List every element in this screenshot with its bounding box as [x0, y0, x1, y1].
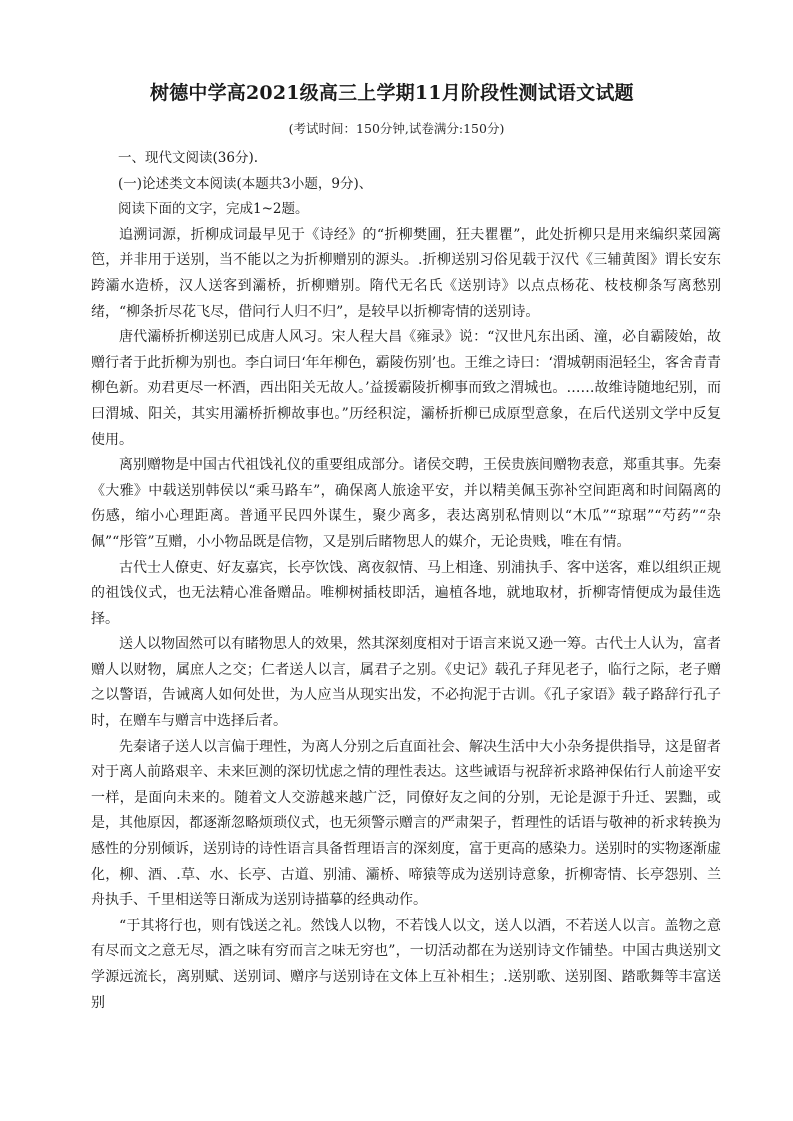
paragraph-4: 古代士人僚吏、好友嘉宾，长亭饮饯、离夜叙情、马上相逢、别浦执手、客中送客，难以组织正规的祖饯仪式，也无法精心准备赠品。唯柳树插枝即活，遍植各地，就地取材，折柳寄情便成为最佳选择。	[91, 559, 721, 627]
reading-instruction: 阅读下面的文字，完成1~2题。	[118, 201, 309, 218]
section-heading: 一、现代文阅读(36分).	[118, 150, 259, 166]
paragraph-3: 离别赠物是中国古代祖饯礼仪的重要组成部分。诸侯交聘，王侯贵族间赠物表意，郑重其事。先秦《大雅》中载送别韩侯以“乘马路车”，确保离人旅途平安，并以精美佩玉弥补空间距离和时间隔离的伤感，缩小心理距离。普通平民四外谋生，聚少离多，表达离别私情则以“木瓜”“琼琚”“芍药”“杂佩”“彤管”互赠，小小物品既是信物，又是别后睹物思人的媒介，无论贵贱，唯在有情。	[91, 457, 721, 550]
subsection-heading: (一)论述类文本阅读(本题共3小题，9分)、	[118, 175, 373, 192]
paragraph-1: 追溯词源，折柳成词最早见于《诗经》的“折柳樊圃，狂夫瞿瞿”，此处折柳只是用来编织菜园篱笆，并非用于送别，当不能以之为折柳赠别的源头。.折柳送别习俗见载于汉代《三辅黄图》谓长安东跨灞水造桥，汉人送客到灞桥，折柳赠别。隋代无名氏《送别诗》以点点杨花、枝枝柳条写离愁别绪，“柳条折尽花飞尽，借问行人归不归”，是较早以折柳寄情的送别诗。	[91, 226, 721, 320]
exam-title: 树德中学高2021级高三上学期11月阶段性测试语文试题	[150, 82, 634, 104]
paragraph-2: 唐代灞桥折柳送别已成唐人风习。宋人程大昌《雍录》说：“汉世凡东出函、潼，必自霸陵始，故赠行者于此折柳为别也。李白词曰‘年年柳色，霸陵伤别’也。王维之诗曰：‘渭城朝雨浥轻尘，客舍青青柳色新。劝君更尽一杯酒，西出阳关无故人。’益援霸陵折柳事而致之渭城也。……故维诗随地纪别，而曰渭城、阳关，其实用灞桥折柳故事也。”历经积淀，灞桥折柳已成原型意象，在后代送别文学中反复使用。	[91, 329, 721, 448]
article-body	[91, 146, 721, 1016]
paragraph-6: 先秦诸子送人以言偏于理性，为离人分别之后直面社会、解决生活中大小杂务提供指导，这是留者对于离人前路艰辛、未来叵测的深切忧虑之情的理性表达。这些诫语与祝辞祈求路神保佑行人前途平安一样，是面向未来的。随着文人交游越来越广泛，同僚好友之间的分别，无论是源于升迁、罢黜，或是，其他原因，都逐渐忽略烦琐仪式，也无须警示赠言的严肃架子，哲理性的话语与敬神的祈求转换为感性的分别倾诉，送别诗的诗性语言具备哲理语言的深刻度，富于更高的感染力。送别时的实物逐渐虚化，柳、酒、.草、水、长亭、古道、别浦、灞桥、啼猿等成为送别诗意象，折柳寄情、长亭怨别、兰舟执手、千里相送等日渐成为送别诗描摹的经典动作。	[91, 738, 721, 909]
exam-info: (考试时间：150分钟,试卷满分:150分)	[288, 121, 505, 136]
paragraph-5: 送人以物固然可以有睹物思人的效果，然其深刻度相对于语言来说又逊一筹。古代士人认为，富者赠人以财物，属庶人之交；仁者送人以言，属君子之别。《史记》载孔子拜见老子，临行之际，老子赠之以警语，告诫离人如何处世，为人应当从现实出发，不必拘泥于古训。《孔子家语》载子路辞行孔子时，在赠车与赠言中选择后者。	[91, 636, 721, 730]
paragraph-7: “于其将行也，则有饯送之礼。然饯人以物，不若饯人以文，送人以酒，不若送人以言。盖物之意有尽而文之意无尽，酒之味有穷而言之味无穷也”，一切活动都在为送别诗文作铺垫。中国古典送别文学源远流长，离别赋、送别词、赠序与送别诗在文体上互补相生；.送别歌、送别图、踏歌舞等丰富送别	[91, 917, 721, 1011]
